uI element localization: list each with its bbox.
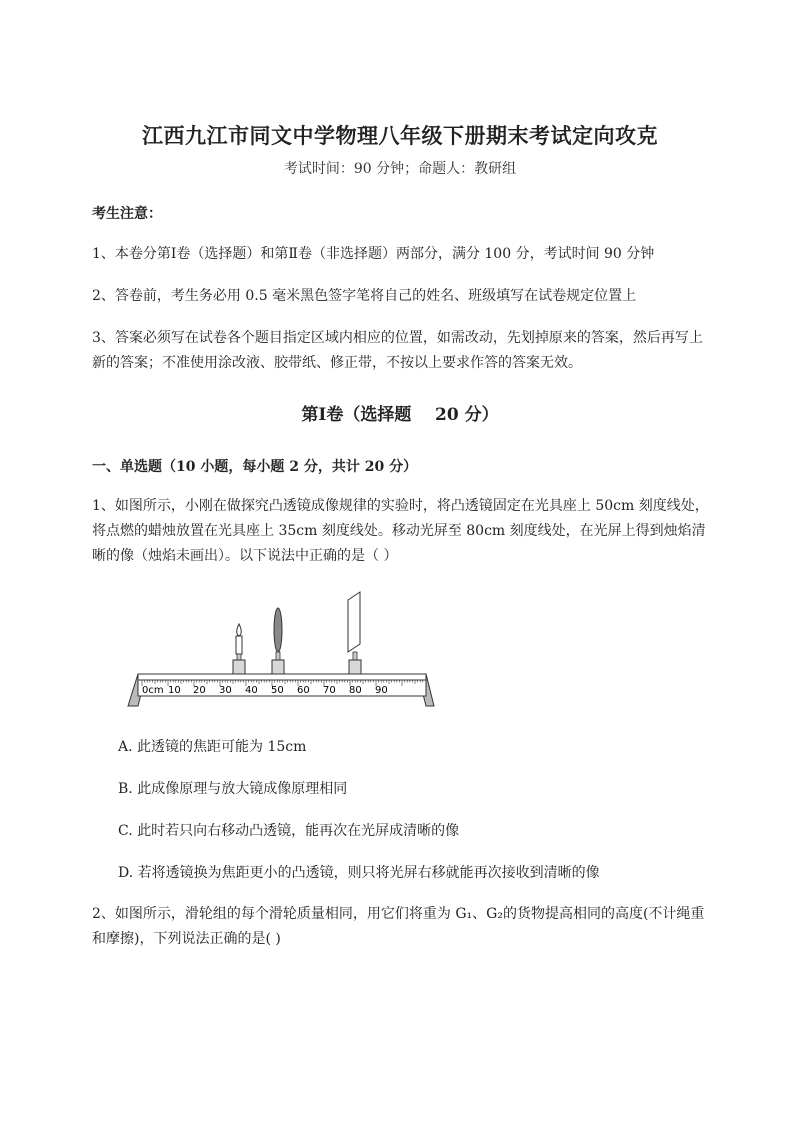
convex-lens-icon (272, 608, 284, 674)
option-d: D. 若将透镜换为焦距更小的凸透镜，则只将光屏右移就能再次接收到清晰的像 (118, 865, 600, 881)
ruler-label-50: 50 (271, 685, 284, 696)
ruler-label-10: 10 (168, 685, 181, 696)
option-a: A. 此透镜的焦距可能为 15cm (118, 739, 307, 755)
notice-item-1: 1、本卷分第Ⅰ卷（选择题）和第Ⅱ卷（非选择题）两部分，满分 100 分，考试时间 90 分钟 (92, 246, 655, 262)
ruler-label-20: 20 (193, 685, 206, 696)
notice-heading: 考生注意： (92, 206, 162, 222)
candle-icon (233, 624, 245, 674)
optical-bench-figure (120, 588, 440, 713)
question-2-stem: 2、如图所示，滑轮组的每个滑轮质量相同，用它们将重为 G₁、G₂的货物提高相同的高度(不计绳重和摩擦)，下列说法正确的是( ) (92, 906, 705, 947)
ruler-label-60: 60 (297, 685, 310, 696)
ruler-label-80: 80 (349, 685, 362, 696)
exam-info: 考试时间：90 分钟；命题人：教研组 (283, 161, 517, 177)
ruler-label-90: 90 (375, 685, 388, 696)
ruler-label-30: 30 (219, 685, 232, 696)
option-c: C. 此时若只向右移动凸透镜，能再次在光屏成清晰的像 (118, 823, 460, 839)
notice-item-2: 2、答卷前，考生务必用 0.5 毫米黑色签字笔将自己的姓名、班级填写在试卷规定位置上 (92, 288, 637, 304)
ruler-label-0: 0cm (142, 685, 164, 696)
page-title: 江西九江市同文中学物理八年级下册期末考试定向攻克 (142, 123, 658, 148)
ruler-label-40: 40 (245, 685, 258, 696)
section-subheading: 一、单选题（10 小题，每小题 2 分，共计 20 分） (92, 459, 418, 475)
light-screen-icon (348, 592, 361, 674)
question-1-stem: 1、如图所示，小刚在做探究凸透镜成像规律的实验时，将凸透镜固定在光具座上 50cm 刻度线处，将点燃的蜡烛放置在光具座上 35cm 刻度线处。移动光屏至 80cm 刻度线处，在光屏上得到烛焰清晰的像（烛焰未画出）。以下说法中正确的是（ ） (92, 498, 709, 564)
section-title: 第Ⅰ卷（选择题 20 分） (301, 405, 499, 425)
bench-top-rail (138, 674, 426, 680)
ruler-label-70: 70 (323, 685, 336, 696)
notice-item-3: 3、答案必须写在试卷各个题目指定区域内相应的位置，如需改动，先划掉原来的答案，然后再写上新的答案；不准使用涂改液、胶带纸、修正带，不按以上要求作答的答案无效。 (92, 330, 703, 371)
option-b: B. 此成像原理与放大镜成像原理相同 (118, 781, 348, 797)
